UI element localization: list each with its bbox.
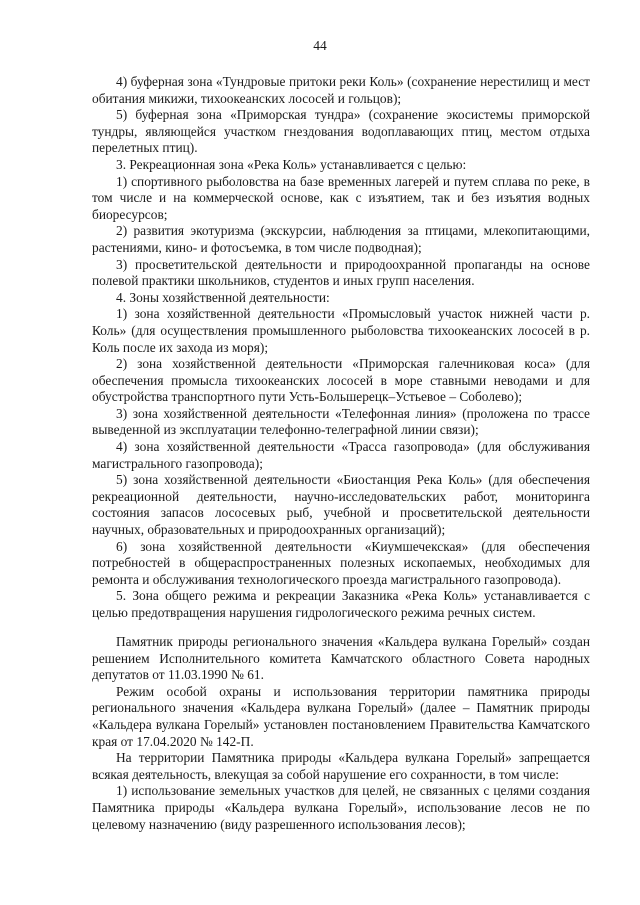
paragraph: 1) спортивного рыболовства на базе временных лагерей и путем сплава по реке, в том числе и на коммерческой основе, как с изъятием, так и без изъятия водных биоресурсов; bbox=[92, 173, 590, 222]
paragraph: 3) зона хозяйственной деятельности «Телефонная линия» (проложена по трассе выведенной из эксплуатации телефонно-телеграфной линии связи); bbox=[92, 405, 590, 438]
paragraph: 5) зона хозяйственной деятельности «Биостанция Река Коль» (для обеспечения рекреационной деятельности, научно-исследовательских работ, мониторинга состояния запасов лососевых рыб, учебной и просветительской деятельности научных, образовательных и природоохранных организаций); bbox=[92, 472, 590, 538]
paragraph: 2) зона хозяйственной деятельности «Приморская галечниковая коса» (для обеспечения промысла тихоокеанских лососей в море ставными неводами и для обустройства транспортного пути Усть-Большерецк–Устьевое – Соболево); bbox=[92, 356, 590, 405]
paragraph: 4) буферная зона «Тундровые притоки реки Коль» (сохранение нерестилищ и мест обитания микижи, тихоокеанских лососей и гольцов); bbox=[92, 74, 590, 106]
paragraph: 4. Зоны хозяйственной деятельности: bbox=[116, 289, 330, 305]
zones-section bbox=[92, 74, 590, 622]
paragraph: 1) зона хозяйственной деятельности «Промысловый участок нижней части р. Коль» (для осуществления промышленного рыболовства тихоокеанских лососей в р. Коль после их захода из моря); bbox=[92, 306, 590, 355]
paragraph: На территории Памятника природы «Кальдера вулкана Горелый» запрещается всякая деятельность, влекущая за собой нарушение его сохранности, в том числе: bbox=[92, 750, 590, 782]
paragraph: 3) просветительской деятельности и природоохранной пропаганды на основе полевой практики школьников, студентов и иных групп населения. bbox=[92, 256, 590, 289]
paragraph: 4) зона хозяйственной деятельности «Трасса газопровода» (для обслуживания магистрального газопровода); bbox=[92, 439, 590, 471]
paragraph: Режим особой охраны и использования территории памятника природы регионального значения «Кальдера вулкана Горелый» (далее – Памятник природы «Кальдера вулкана Горелый» установлен постановлением Правительства Камчатского края от 17.04.2020 № 142-П. bbox=[92, 683, 590, 749]
paragraph: Памятник природы регионального значения «Кальдера вулкана Горелый» создан решением Исполнительного комитета Камчатского областного Совета народных депутатов от 11.03.1990 № 61. bbox=[92, 634, 590, 683]
monument-section bbox=[92, 634, 590, 833]
paragraph: 3. Рекреационная зона «Река Коль» устанавливается с целью: bbox=[116, 156, 467, 172]
paragraph: 5. Зона общего режима и рекреации Заказника «Река Коль» устанавливается с целью предотвращения нарушения гидрологического режима речных систем. bbox=[92, 588, 590, 620]
paragraph: 2) развития экотуризма (экскурсии, наблюдения за птицами, млекопитающими, растениями, кино- и фотосъемка, в том числе подводная); bbox=[92, 223, 590, 255]
paragraph: 6) зона хозяйственной деятельности «Киумшечекская» (для обеспечения потребностей в общераспространенных полезных ископаемых, необходимых для ремонта и обслуживания технологического проезда магистрального газопровода). bbox=[92, 538, 590, 587]
paragraph: 5) буферная зона «Приморская тундра» (сохранение экосистемы приморской тундры, являющейся участком гнездования водоплавающих птиц, местом отдыха перелетных птиц). bbox=[92, 107, 590, 156]
page-number: 44 bbox=[313, 38, 327, 53]
paragraph: 1) использование земельных участков для целей, не связанных с целями создания Памятника природы «Кальдера вулкана Горелый», использование лесов не по целевому назначению (виду разрешенного использования лесов); bbox=[92, 783, 590, 832]
